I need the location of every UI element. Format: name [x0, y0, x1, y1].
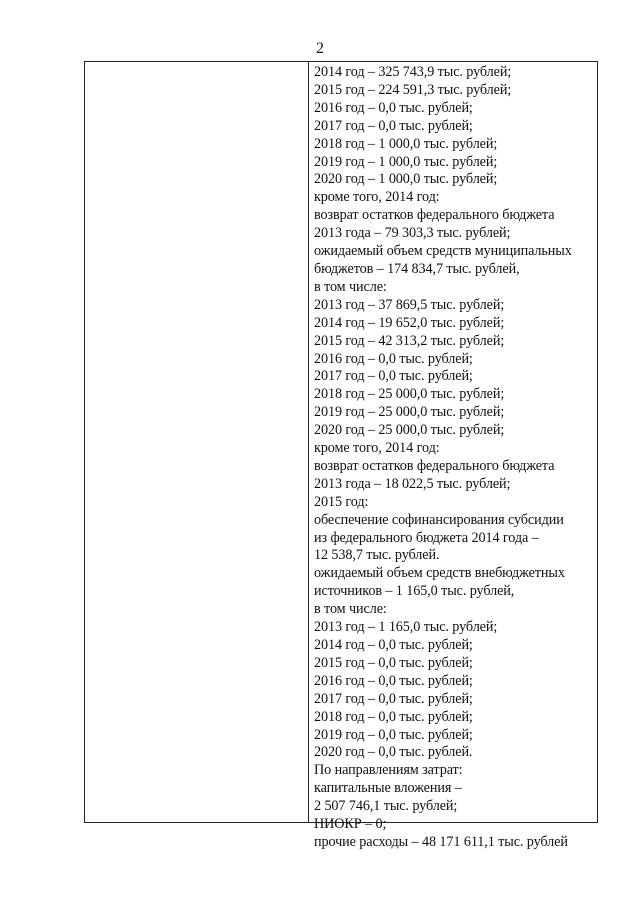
- text-line: 2015 год – 224 591,3 тыс. рублей;: [314, 81, 512, 98]
- text-line: кроме того, 2014 год:: [314, 440, 440, 457]
- text-line: 2016 год – 0,0 тыс. рублей;: [314, 99, 473, 116]
- text-line: в том числе:: [314, 601, 387, 618]
- text-line: 2015 год – 0,0 тыс. рублей;: [314, 654, 473, 671]
- text-line: 2016 год – 0,0 тыс. рублей;: [314, 672, 473, 689]
- text-line: в том числе:: [314, 278, 387, 295]
- text-line: капитальные вложения –: [314, 780, 462, 797]
- text-line: 2019 год – 25 000,0 тыс. рублей;: [314, 404, 505, 421]
- text-line: 2019 год – 1 000,0 тыс. рублей;: [314, 153, 498, 170]
- text-line: 2018 год – 0,0 тыс. рублей;: [314, 708, 473, 725]
- text-line: НИОКР – 0;: [314, 816, 387, 833]
- text-line: 2018 год – 25 000,0 тыс. рублей;: [314, 386, 505, 403]
- page-number: 2: [316, 40, 324, 57]
- text-line: 2013 года – 18 022,5 тыс. рублей;: [314, 475, 511, 492]
- text-line: 12 538,7 тыс. рублей.: [314, 547, 440, 564]
- text-line: 2014 год – 0,0 тыс. рублей;: [314, 637, 473, 653]
- text-line: 2017 год – 0,0 тыс. рублей;: [314, 690, 473, 707]
- text-line: источников – 1 165,0 тыс. рублей,: [314, 583, 515, 600]
- text-line: 2013 года – 79 303,3 тыс. рублей;: [314, 225, 511, 242]
- text-line: По направлениям затрат:: [314, 762, 463, 779]
- text-line: 2015 год:: [314, 493, 369, 510]
- text-line: 2017 год – 0,0 тыс. рублей;: [314, 368, 473, 385]
- text-line: 2013 год – 37 869,5 тыс. рублей;: [314, 296, 505, 313]
- text-line: 2017 год – 0,0 тыс. рублей;: [314, 117, 473, 134]
- text-line: 2013 год – 1 165,0 тыс. рублей;: [314, 619, 498, 636]
- text-line: 2018 год – 1 000,0 тыс. рублей;: [314, 135, 498, 152]
- table-right-cell: [309, 62, 597, 850]
- text-line: возврат остатков федерального бюджета: [314, 207, 555, 224]
- text-line: 2020 год – 1 000,0 тыс. рублей;: [314, 171, 498, 188]
- text-line: обеспечение софинансирования субсидии: [314, 511, 564, 528]
- text-line: 2020 год – 0,0 тыс. рублей.: [314, 744, 473, 761]
- text-line: 2014 год – 19 652,0 тыс. рублей;: [314, 314, 505, 331]
- text-line: 2014 год – 325 743,9 тыс. рублей;: [314, 64, 512, 80]
- table-left-cell: [85, 62, 309, 822]
- text-line: 2015 год – 42 313,2 тыс. рублей;: [314, 332, 505, 349]
- text-line: кроме того, 2014 год:: [314, 189, 440, 206]
- document-table: [84, 61, 598, 850]
- text-line: 2020 год – 25 000,0 тыс. рублей;: [314, 422, 505, 439]
- text-line: 2019 год – 0,0 тыс. рублей;: [314, 726, 473, 743]
- text-line: ожидаемый объем средств внебюджетных: [314, 565, 565, 582]
- text-line: из федерального бюджета 2014 года –: [314, 529, 539, 546]
- text-line: 2 507 746,1 тыс. рублей;: [314, 798, 458, 815]
- text-line: 2016 год – 0,0 тыс. рублей;: [314, 350, 473, 367]
- text-line: ожидаемый объем средств муниципальных: [314, 243, 572, 260]
- text-line: прочие расходы – 48 171 611,1 тыс. рублей: [314, 833, 568, 850]
- text-line: возврат остатков федерального бюджета: [314, 457, 555, 474]
- text-line: бюджетов – 174 834,7 тыс. рублей,: [314, 260, 520, 277]
